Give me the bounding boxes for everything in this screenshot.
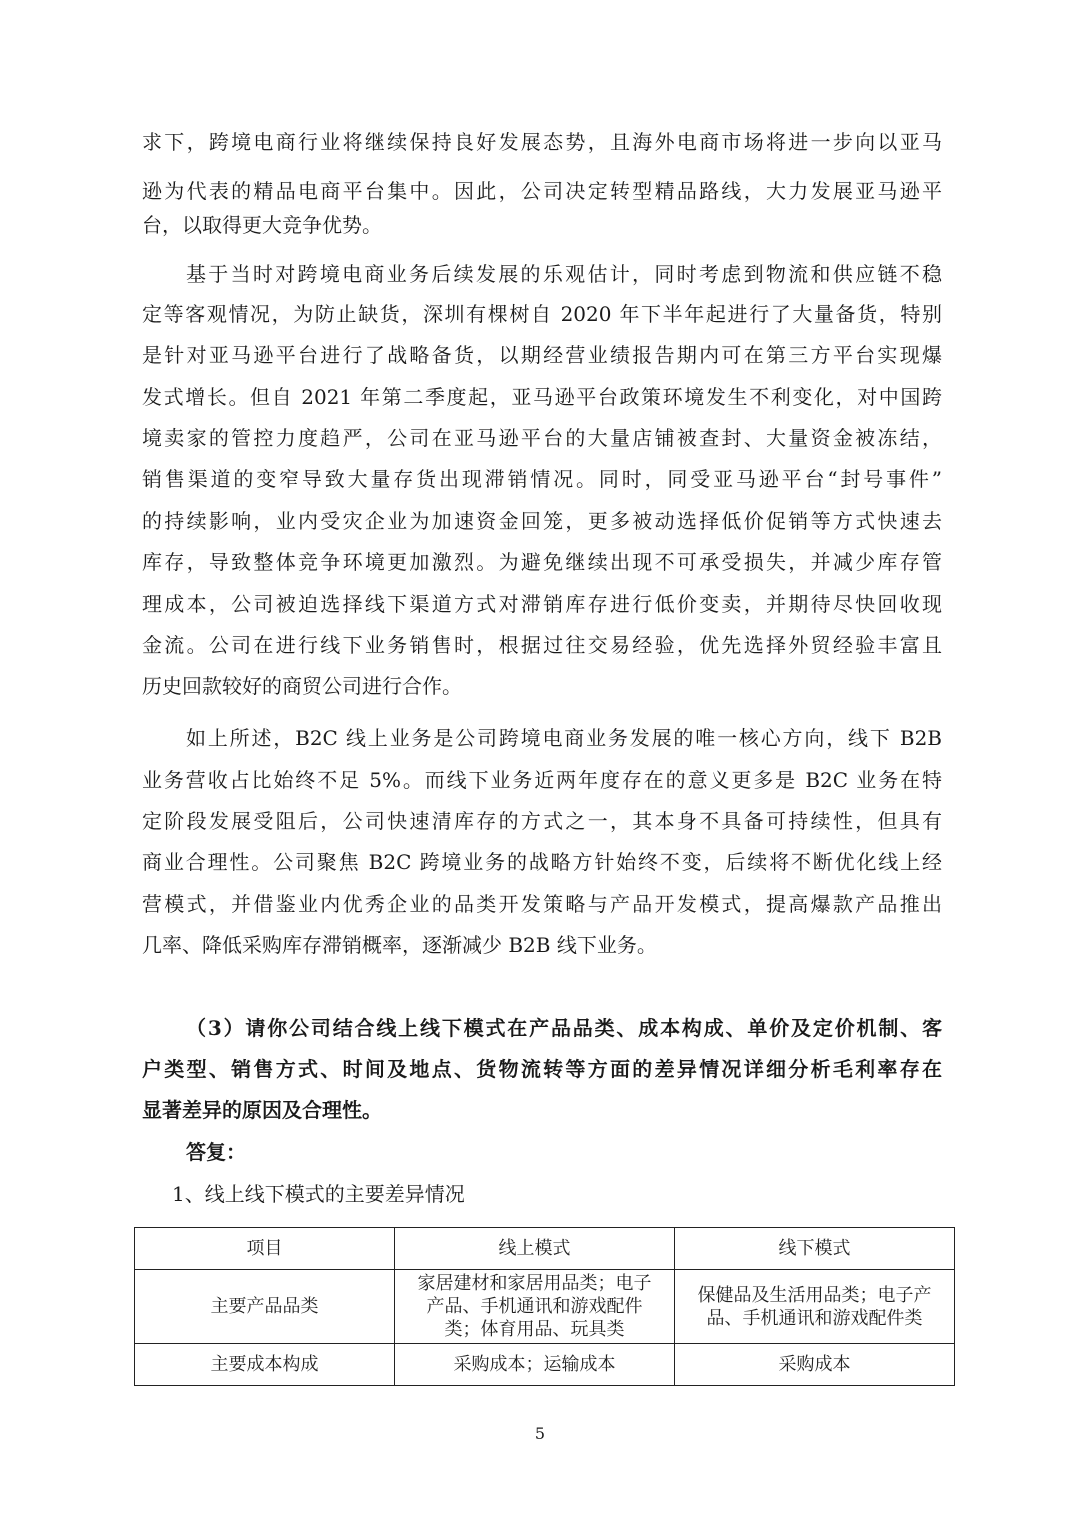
cell-offline	[675, 1270, 955, 1344]
paragraph-line: 逊为代表的精品电商平台集中。因此，公司决定转型精品路线，大力发展亚马逊平	[142, 179, 942, 203]
paragraph-line: 台，以取得更大竞争优势。	[142, 213, 382, 237]
paragraph-line: 几率、降低采购库存滞销概率，逐渐减少 B2B 线下业务。	[142, 933, 657, 957]
header-item: 项目	[135, 1228, 395, 1270]
cell-online	[395, 1270, 675, 1344]
paragraph-line: 历史回款较好的商贸公司进行合作。	[142, 674, 462, 698]
question-line: 显著差异的原因及合理性。	[142, 1098, 382, 1122]
cell-online	[395, 1344, 675, 1386]
cell-item: 主要成本构成	[135, 1344, 395, 1386]
paragraph-line: 求下，跨境电商行业将继续保持良好发展态势，且海外电商市场将进一步向以亚马	[142, 130, 942, 154]
paragraph-line: 如上所述，B2C 线上业务是公司跨境电商业务发展的唯一核心方向，线下 B2B	[186, 726, 942, 750]
paragraph-line: 境卖家的管控力度趋严，公司在亚马逊平台的大量店铺被查封、大量资金被冻结，	[142, 426, 942, 450]
cell-offline	[675, 1344, 955, 1386]
paragraph-line: 商业合理性。公司聚焦 B2C 跨境业务的战略方针始终不变，后续将不断优化线上经	[142, 850, 942, 874]
cell-line: 产品、手机通讯和游戏配件	[426, 1296, 643, 1317]
cell-line: 保健品及生活用品类；电子产	[697, 1284, 932, 1306]
paragraph-line: 的持续影响，业内受灾企业为加速资金回笼，更多被动选择低价促销等方式快速去	[142, 509, 942, 533]
question-line: 户类型、销售方式、时间及地点、货物流转等方面的差异情况详细分析毛利率存在	[142, 1057, 942, 1081]
paragraph-line: 是针对亚马逊平台进行了战略备货，以期经营业绩报告期内可在第三方平台实现爆	[142, 343, 942, 367]
page-number: 5	[534, 1424, 546, 1443]
question-line: （3）请你公司结合线上线下模式在产品品类、成本构成、单价及定价机制、客	[186, 1016, 942, 1040]
paragraph-line: 基于当时对跨境电商业务后续发展的乐观估计，同时考虑到物流和供应链不稳	[186, 262, 942, 286]
cell-line: 类；体育用品、玩具类	[444, 1319, 625, 1340]
table-header-row	[135, 1228, 955, 1270]
cell-item: 主要产品品类	[135, 1270, 395, 1344]
paragraph-line: 定阶段发展受阻后，公司快速清库存的方式之一，其本身不具备可持续性，但具有	[142, 809, 942, 833]
answer-label: 答复：	[186, 1140, 246, 1164]
cell-line: 采购成本；运输成本	[453, 1354, 616, 1375]
paragraph-line: 发式增长。但自 2021 年第二季度起，亚马逊平台政策环境发生不利变化，对中国跨	[142, 385, 942, 409]
cell-line: 家居建材和家居用品类；电子	[417, 1273, 652, 1294]
cell-line: 采购成本	[778, 1354, 851, 1375]
header-online: 线上模式	[395, 1228, 675, 1270]
section-subheading: 1、线上线下模式的主要差异情况	[172, 1182, 465, 1206]
cell-line: 品、手机通讯和游戏配件类	[706, 1307, 923, 1329]
table-row	[135, 1344, 955, 1386]
paragraph-line: 理成本，公司被迫选择线下渠道方式对滞销库存进行低价变卖，并期待尽快回收现	[142, 592, 942, 616]
paragraph-line: 销售渠道的变窄导致大量存货出现滞销情况。同时，同受亚马逊平台“封号事件”	[142, 467, 942, 491]
paragraph-line: 营模式，并借鉴业内优秀企业的品类开发策略与产品开发模式，提高爆款产品推出	[142, 892, 942, 916]
header-offline: 线下模式	[675, 1228, 955, 1270]
paragraph-line: 定等客观情况，为防止缺货，深圳有棵树自 2020 年下半年起进行了大量备货，特别	[142, 302, 942, 326]
paragraph-line: 业务营收占比始终不足 5%。而线下业务近两年度存在的意义更多是 B2C 业务在特	[142, 768, 942, 792]
paragraph-line: 金流。公司在进行线下业务销售时，根据过往交易经验，优先选择外贸经验丰富且	[142, 633, 942, 657]
comparison-table	[134, 1227, 955, 1386]
table-row	[135, 1270, 955, 1344]
paragraph-line: 库存，导致整体竞争环境更加激烈。为避免继续出现不可承受损失，并减少库存管	[142, 550, 942, 574]
